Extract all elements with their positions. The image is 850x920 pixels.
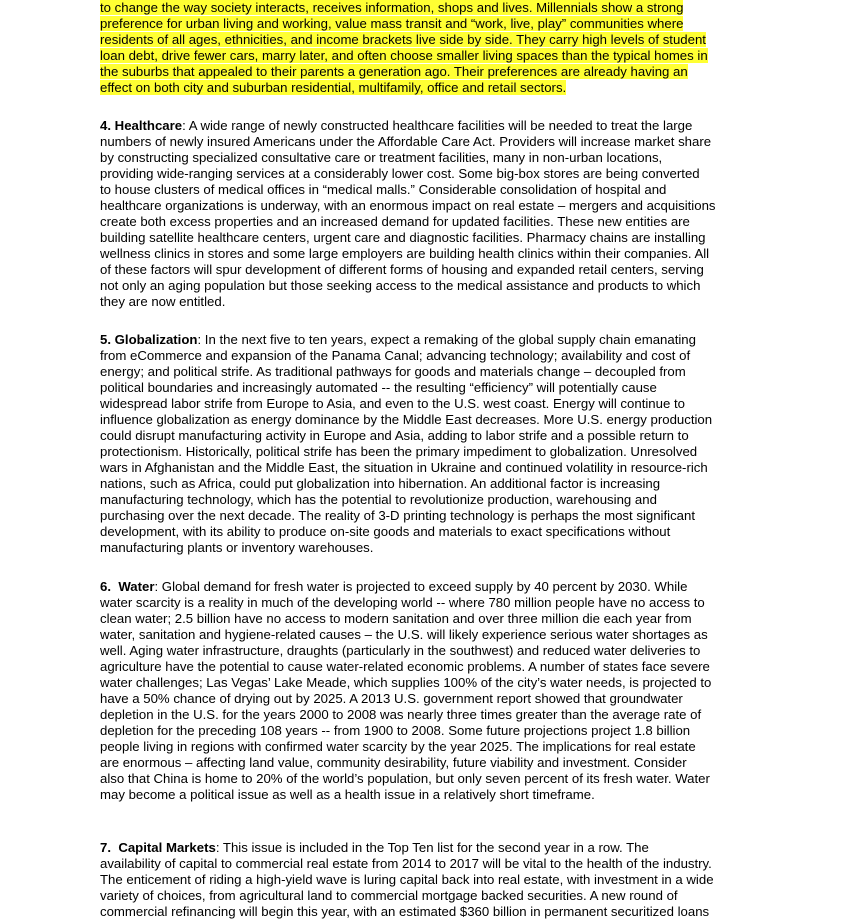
section-number: 6. bbox=[100, 579, 111, 594]
body-line: they are now entitled. bbox=[100, 294, 226, 309]
section-heading: Globalization bbox=[114, 332, 198, 347]
section-body bbox=[100, 348, 760, 556]
section-heading: Water bbox=[118, 579, 155, 594]
body-line: numbers of newly insured Americans under the Affordable Care Act. Providers will increase market share bbox=[100, 134, 712, 149]
body-line: nations, such as Africa, could put globalization into hibernation. An additional factor is increasing bbox=[100, 476, 661, 491]
section-first-line bbox=[100, 332, 760, 348]
body-line: water scarcity is a reality in much of the developing world -- where 780 million people have no access to bbox=[100, 595, 705, 610]
section-heading: Capital Markets bbox=[118, 840, 216, 855]
body-line: people living in regions with confirmed water scarcity by the year 2025. The implications for real estate bbox=[100, 739, 696, 754]
body-line: wars in Afghanistan and the Middle East, the situation in Ukraine and continued volatility in resource-rich bbox=[100, 460, 708, 475]
section-healthcare bbox=[100, 118, 760, 310]
highlighted-line bbox=[100, 16, 760, 32]
body-line: water, sanitation and hygiene-related causes – the U.S. will likely experience serious water shortages as bbox=[100, 627, 708, 642]
highlighted-line bbox=[100, 32, 760, 48]
section-number: 7. bbox=[100, 840, 111, 855]
body-line: could disrupt manufacturing activity in Europe and Asia, adding to labor strife and a possible return to bbox=[100, 428, 689, 443]
body-line: availability of capital to commercial real estate from 2014 to 2017 will be vital to the health of the industry. bbox=[100, 856, 712, 871]
body-line: variety of choices, from agricultural land to commercial mortgage backed securities. A new round of bbox=[100, 888, 678, 903]
body-line: to house clusters of medical offices in “medical malls.” Considerable consolidation of hospital and bbox=[100, 182, 667, 197]
body-line: also that China is home to 20% of the world’s population, but only seven percent of its fresh water. Water bbox=[100, 771, 710, 786]
body-line: political boundaries and increasingly automated -- the resulting “efficiency” will potentially cause bbox=[100, 380, 657, 395]
section-first-line-text: : A wide range of newly constructed healthcare facilities will be needed to treat the large bbox=[182, 118, 693, 133]
section-first-line bbox=[100, 579, 760, 595]
body-line: wellness clinics in stores and some large employers are building health clinics within their companies. All bbox=[100, 246, 710, 261]
section-first-line bbox=[100, 118, 760, 134]
body-line: healthcare organizations is underway, with an enormous impact on real estate – mergers and acquisitions bbox=[100, 198, 716, 213]
body-line: building satellite healthcare centers, urgent care and diagnostic facilities. Pharmacy chains are installing bbox=[100, 230, 706, 245]
body-line: development, with its ability to produce on-site goods and materials to exact specifications without bbox=[100, 524, 671, 539]
body-line: providing wide-ranging services at a considerably lower cost. Some big-box stores are being converted bbox=[100, 166, 700, 181]
highlighted-line bbox=[100, 80, 760, 96]
body-line: The enticement of riding a high-yield wave is luring capital back into real estate, with investment in a wide bbox=[100, 872, 714, 887]
section-first-line-text: : This issue is included in the Top Ten list for the second year in a row. The bbox=[215, 840, 649, 855]
section-first-line bbox=[100, 840, 760, 856]
body-line: water challenges; Las Vegas’ Lake Meade, which supplies 100% of the city’s water needs, is projected to bbox=[100, 675, 712, 690]
intro-highlighted-paragraph bbox=[100, 0, 760, 96]
body-line: clean water; 2.5 billion have no access to modern sanitation and over three million die each year from bbox=[100, 611, 692, 626]
highlight-text: residents of all ages, ethnicities, and income brackets live side by side. They carry high levels of student bbox=[100, 32, 706, 47]
body-line: influence globalization as energy dominance by the Middle East decreases. More U.S. energy production bbox=[100, 412, 713, 427]
section-first-line-text: : In the next five to ten years, expect a remaking of the global supply chain emanating bbox=[197, 332, 696, 347]
section-globalization bbox=[100, 332, 760, 556]
body-line: manufacturing plants or inventory warehouses. bbox=[100, 540, 374, 555]
highlighted-line bbox=[100, 64, 760, 80]
body-line: well. Aging water infrastructure, draughts (particularly in the southwest) and reduced water deliveries to bbox=[100, 643, 701, 658]
body-line: energy; and political strife. As traditional pathways for goods and materials change – decoupled from bbox=[100, 364, 686, 379]
body-line: commercial refinancing will begin this year, with an estimated $360 billion in permanent securitized loans bbox=[100, 904, 710, 919]
body-line: manufacturing technology, which has the potential to revolutionize production, warehousing and bbox=[100, 492, 657, 507]
section-first-line-text: : Global demand for fresh water is projected to exceed supply by 40 percent by 2030. While bbox=[154, 579, 688, 594]
highlighted-line bbox=[100, 48, 760, 64]
section-number: 5. bbox=[100, 332, 111, 347]
highlight-text: to change the way society interacts, receives information, shops and lives. Millennials show a strong bbox=[100, 0, 684, 15]
body-line: of these factors will spur development of different forms of housing and expanded retail centers, serving bbox=[100, 262, 704, 277]
body-line: may become a political issue as well as a health issue in a relatively short timeframe. bbox=[100, 787, 595, 802]
body-line: have a 50% chance of drying out by 2025. A 2013 U.S. government report showed that groundwater bbox=[100, 691, 683, 706]
document-page bbox=[100, 0, 760, 920]
section-water bbox=[100, 579, 760, 803]
body-line: widespread labor strife from Europe to Asia, and even to the U.S. west coast. Energy will continue to bbox=[100, 396, 685, 411]
section-capital-markets bbox=[100, 840, 760, 920]
body-line: depletion in the U.S. for the years 2000 to 2008 was nearly three times greater than the average rate of bbox=[100, 707, 702, 722]
section-body bbox=[100, 595, 760, 803]
body-line: protectionism. Historically, political strife has been the primary impediment to globalization. Unresolved bbox=[100, 444, 698, 459]
highlight-text: the suburbs that appealed to their parents a generation ago. Their preferences are already having an bbox=[100, 64, 688, 79]
section-heading: Healthcare bbox=[114, 118, 183, 133]
highlight-text: effect on both city and suburban residential, multifamily, office and retail sectors. bbox=[100, 80, 567, 95]
section-number: 4. bbox=[100, 118, 111, 133]
highlight-text: loan debt, drive fewer cars, marry later, and often choose smaller living spaces than the typical homes in bbox=[100, 48, 708, 63]
highlight-text: preference for urban living and working, value mass transit and “work, live, play” communities where bbox=[100, 16, 684, 31]
body-line: not only an aging population but those seeking access to the medical assistance and products to which bbox=[100, 278, 701, 293]
body-line: from eCommerce and expansion of the Panama Canal; advancing technology; availability and cost of bbox=[100, 348, 691, 363]
body-line: purchasing over the next decade. The reality of 3-D printing technology is perhaps the most significant bbox=[100, 508, 695, 523]
highlighted-line bbox=[100, 0, 760, 16]
body-line: are enormous – affecting land value, community desirability, future viability and investment. Consider bbox=[100, 755, 687, 770]
body-line: agriculture have the potential to cause water-related economic problems. A number of states face severe bbox=[100, 659, 710, 674]
body-line: create both excess properties and an increased demand for updated facilities. These new entities are bbox=[100, 214, 690, 229]
body-line: depletion for the preceding 108 years -- from 1900 to 2008. Some future projections project 1.8 billion bbox=[100, 723, 691, 738]
section-body bbox=[100, 134, 760, 310]
section-body bbox=[100, 856, 760, 920]
body-line: by constructing specialized consultative care or treatment facilities, many in non-urban locations, bbox=[100, 150, 663, 165]
